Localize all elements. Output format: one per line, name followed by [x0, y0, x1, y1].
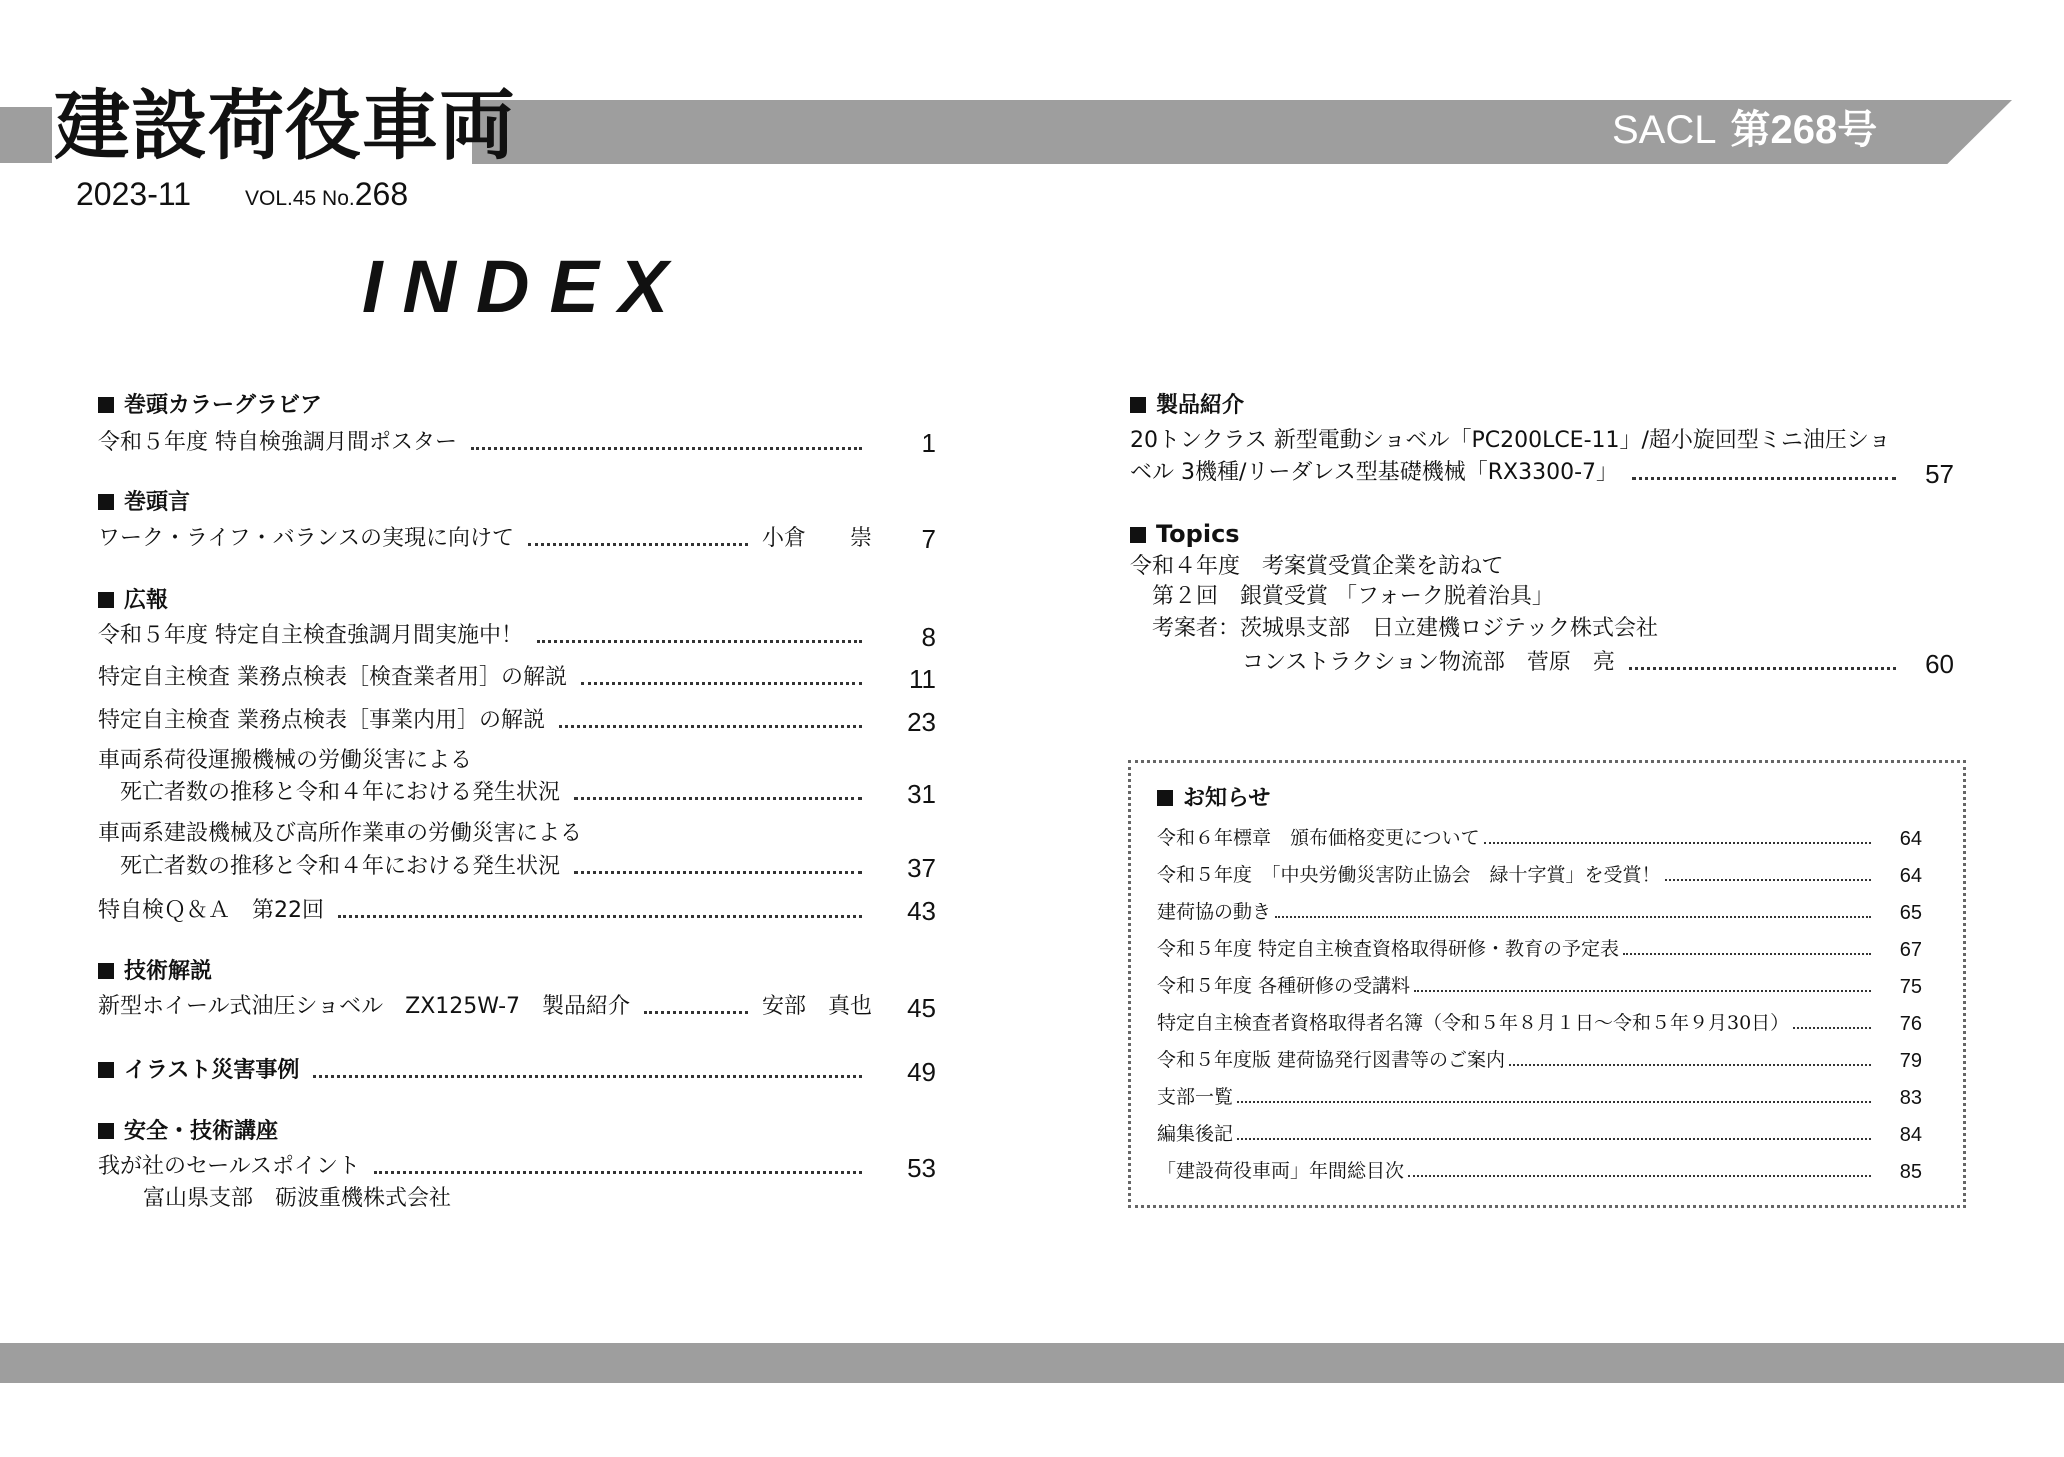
toc-entry[interactable] — [98, 1060, 870, 1082]
square-bullet-icon — [98, 1123, 114, 1139]
toc-entry-line[interactable]: 20トンクラス 新型電動ショベル「PC200LCE-11」/超小旋回型ミニ油圧ショ — [1130, 428, 1891, 453]
notice-item[interactable]: 令和５年度 各種研修の受講料 — [1157, 977, 1877, 996]
dot-leader — [1484, 842, 1871, 844]
page-number: 83 — [1899, 1087, 1922, 1109]
page-number: 23 — [907, 707, 936, 737]
notice-item[interactable]: 特定自主検査者資格取得者名簿（令和５年８月１日～令和５年９月30日） — [1157, 1014, 1877, 1033]
dot-leader — [1414, 990, 1871, 992]
page-number: 8 — [921, 622, 936, 652]
page-number: 7 — [921, 524, 936, 554]
dot-leader — [1623, 953, 1871, 955]
volume-label — [245, 178, 408, 210]
issue-label — [1612, 110, 1877, 150]
page-number: 31 — [907, 779, 936, 809]
dot-leader — [1665, 879, 1871, 881]
page-number: 67 — [1899, 939, 1922, 961]
notice-item[interactable]: 建荷協の動き — [1157, 903, 1877, 922]
author: 安部 真也 — [761, 994, 872, 1019]
section-heading: 安全・技術講座 — [98, 1121, 278, 1143]
dot-leader — [1629, 667, 1896, 670]
toc-entry[interactable]: コンストラクション物流部 菅原 亮 — [1242, 652, 1904, 674]
page-number: 60 — [1925, 649, 1954, 679]
page-number: 79 — [1899, 1050, 1922, 1072]
section-heading: 製品紹介 — [1130, 395, 1244, 417]
dot-leader — [574, 797, 862, 800]
toc-entry[interactable]: ワーク・ライフ・バランスの実現に向けて 小倉 崇 — [98, 526, 872, 551]
dot-leader — [1237, 1138, 1871, 1140]
page-number: 11 — [909, 664, 936, 694]
issue-prefix: SACL — [1612, 108, 1717, 152]
toc-entry[interactable]: ベル 3機種/リーダレス型基礎機械「RX3300-7」 — [1130, 462, 1904, 484]
dot-leader — [644, 1011, 748, 1014]
toc-entry-line: 車両系荷役運搬機械の労働災害による — [98, 748, 473, 773]
dot-leader — [581, 682, 862, 685]
toc-entry[interactable]: 特自検Ｑ＆Ａ 第22回 — [98, 900, 870, 922]
issue-date: 2023-11 — [76, 176, 192, 212]
page-number: 64 — [1899, 865, 1922, 887]
dot-leader — [559, 725, 862, 728]
section-heading: Topics — [1130, 522, 1240, 546]
toc-entry-line[interactable]: 令和４年度 考案賞受賞企業を訪ねて — [1130, 554, 1504, 579]
author: 小倉 崇 — [761, 526, 872, 551]
toc-entry-line: 考案者：茨城県支部 日立建機ロジテック株式会社 — [1152, 616, 1659, 641]
page-number: 43 — [907, 896, 936, 926]
notice-item[interactable]: 令和６年標章 頒布価格変更について — [1157, 829, 1877, 848]
section-heading: お知らせ — [1157, 788, 1270, 810]
page-number: 1 — [921, 428, 936, 458]
notice-item[interactable]: 「建設荷役車両」年間総目次 — [1157, 1162, 1877, 1181]
toc-entry-line: 第２回 銀賞受賞 「フォーク脱着治具」 — [1152, 584, 1554, 609]
page-number: 76 — [1899, 1013, 1922, 1035]
issue-number: 第268号 — [1730, 108, 1878, 152]
page-number: 37 — [907, 853, 936, 883]
toc-entry[interactable]: 特定自主検査 業務点検表［検査業者用］の解説 — [98, 667, 870, 689]
index-heading: INDEX — [362, 245, 689, 328]
square-bullet-icon — [1130, 527, 1146, 543]
toc-entry[interactable]: 令和５年度 特自検強調月間ポスター — [98, 432, 870, 454]
page-number: 75 — [1899, 976, 1922, 998]
dot-leader — [528, 543, 748, 546]
dot-leader — [1275, 916, 1871, 918]
footer-bar — [0, 1343, 2064, 1383]
page-number: 84 — [1899, 1124, 1922, 1146]
square-bullet-icon — [1157, 790, 1173, 806]
square-bullet-icon — [98, 494, 114, 510]
square-bullet-icon — [98, 397, 114, 413]
header-bar-left — [0, 107, 52, 163]
notice-item[interactable]: 編集後記 — [1157, 1125, 1877, 1144]
square-bullet-icon — [98, 1062, 114, 1078]
toc-entry-line: 車両系建設機械及び高所作業車の労働災害による — [98, 821, 583, 846]
toc-entry-subline: 富山県支部 砺波重機株式会社 — [143, 1186, 452, 1211]
page-number: 64 — [1899, 828, 1922, 850]
toc-entry[interactable]: 死亡者数の推移と令和４年における発生状況 — [120, 856, 870, 878]
dot-leader — [471, 447, 862, 450]
toc-entry[interactable]: 新型ホイール式油圧ショベル ZX125W-7 製品紹介 安部 真也 — [98, 994, 872, 1019]
dot-leader — [374, 1171, 862, 1174]
square-bullet-icon — [1130, 397, 1146, 413]
dot-leader — [1237, 1101, 1871, 1103]
square-bullet-icon — [98, 592, 114, 608]
dot-leader — [1509, 1064, 1871, 1066]
dot-leader — [338, 915, 862, 918]
page-number: 53 — [907, 1153, 936, 1183]
page-number: 85 — [1899, 1161, 1922, 1183]
section-heading: 巻頭言 — [98, 492, 190, 514]
section-heading: 巻頭カラーグラビア — [98, 395, 322, 417]
page-number: 45 — [907, 993, 936, 1023]
dot-leader — [1632, 477, 1896, 480]
toc-entry[interactable]: 特定自主検査 業務点検表［事業内用］の解説 — [98, 710, 870, 732]
magazine-title: 建設荷役車両 — [54, 81, 516, 170]
section-heading: イラスト災害事例 — [98, 1060, 299, 1082]
notice-item[interactable]: 令和５年度 「中央労働災害防止協会 緑十字賞」を受賞！ — [1157, 866, 1877, 885]
volume-number: 268 — [354, 176, 409, 212]
toc-entry[interactable]: 死亡者数の推移と令和４年における発生状況 — [120, 782, 870, 804]
square-bullet-icon — [98, 963, 114, 979]
dot-leader — [537, 640, 862, 643]
section-heading: 技術解説 — [98, 961, 212, 983]
notice-item[interactable]: 令和５年度版 建荷協発行図書等のご案内 — [1157, 1051, 1877, 1070]
toc-entry[interactable]: 令和５年度 特定自主検査強調月間実施中！ — [98, 625, 870, 647]
page-number: 57 — [1925, 459, 1954, 489]
dot-leader — [574, 871, 862, 874]
notice-item[interactable]: 支部一覧 — [1157, 1088, 1877, 1107]
dot-leader — [313, 1075, 862, 1078]
volume-prefix: VOL.45 No. — [245, 187, 355, 210]
notice-item[interactable]: 令和５年度 特定自主検査資格取得研修・教育の予定表 — [1157, 940, 1877, 959]
toc-entry[interactable]: 我が社のセールスポイント — [98, 1156, 870, 1178]
page-number: 49 — [907, 1057, 936, 1087]
page-number: 65 — [1899, 902, 1922, 924]
dot-leader — [1408, 1175, 1871, 1177]
dot-leader — [1793, 1027, 1871, 1029]
section-heading: 広報 — [98, 590, 168, 612]
